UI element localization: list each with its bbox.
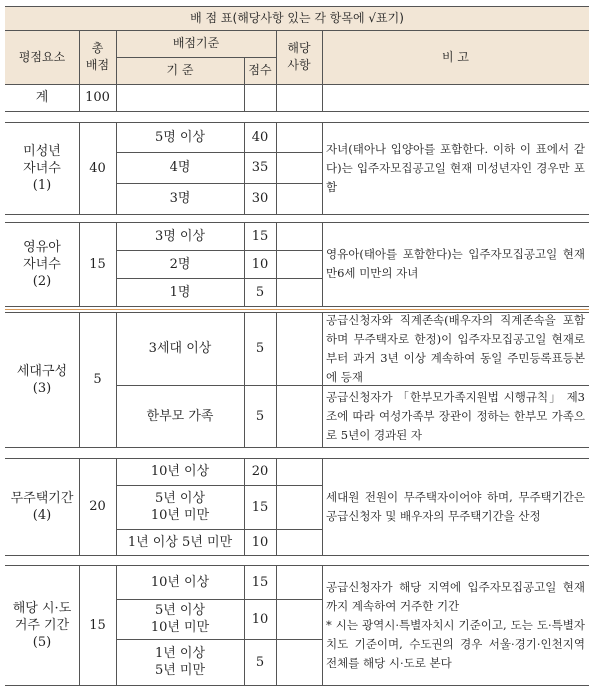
- applicable-checkbox-cell[interactable]: [276, 312, 322, 385]
- remarks-text: 공급신청자가 「한부모가족지원법 시행규칙」 제3조에 따라 여성가족부 장관이 정하는 한부모 가족으로 5년이 경과된 자: [326, 389, 585, 442]
- remarks-text: 자녀(태아나 입양아를 포함한다. 이하 이 표에서 같다)는 입주자모집공고일 현재 미성년자인 경우만 포함: [326, 141, 585, 194]
- header-applicable-line: 해당: [287, 41, 311, 55]
- score-cell: 15: [251, 228, 269, 244]
- header-applicable-line: 사항: [287, 58, 311, 72]
- category-line: 해당 시·도: [12, 600, 72, 616]
- remarks-cell: [322, 385, 589, 447]
- score-cell: 10: [251, 611, 269, 627]
- score-cell: 35: [251, 160, 269, 175]
- criteria-line: 3명 이상: [154, 228, 206, 244]
- applicable-checkbox-cell[interactable]: [276, 152, 322, 183]
- remarks-cell: [322, 222, 589, 306]
- criteria-cell: [116, 565, 244, 599]
- criteria-line: 3세대 이상: [148, 341, 212, 356]
- criteria-line: 5년 이상: [154, 603, 206, 618]
- category-line: 무주택기간: [10, 490, 74, 506]
- criteria-line: 10년 이상: [150, 464, 210, 479]
- remarks-cell: [322, 458, 589, 555]
- remarks-cell: [322, 312, 589, 385]
- criteria-cell: [116, 599, 244, 639]
- criteria-cell: [116, 529, 244, 555]
- total-score-cell: 15: [89, 256, 106, 272]
- category-cell: [5, 122, 79, 214]
- criteria-line: 10년 이상: [150, 574, 210, 590]
- applicable-checkbox-cell[interactable]: [276, 250, 322, 278]
- criteria-cell: [116, 122, 244, 152]
- total-score-cell: 15: [89, 617, 106, 633]
- category-line: 세대구성: [16, 363, 68, 379]
- applicable-checkbox-cell[interactable]: [276, 458, 322, 485]
- header-remarks: 비 고: [442, 49, 469, 64]
- category-line: (5): [32, 634, 52, 650]
- score-cell: 10: [251, 534, 269, 550]
- header-total-line: 총: [91, 41, 104, 55]
- applicable-checkbox-cell[interactable]: [276, 222, 322, 250]
- applicable-checkbox-cell[interactable]: [276, 599, 322, 639]
- criteria-cell: [116, 183, 244, 214]
- score-cell: 20: [251, 464, 269, 479]
- category-cell: [5, 458, 79, 555]
- criteria-cell: [116, 278, 244, 306]
- score-cell: 40: [251, 129, 269, 145]
- criteria-line: 5년 미만: [154, 663, 206, 678]
- applicable-checkbox-cell[interactable]: [276, 565, 322, 599]
- table-title: 배 점 표(해당사항 있는 각 항목에 √표기): [190, 10, 404, 25]
- category-line: (1): [32, 177, 52, 193]
- criteria-line: 1명: [169, 284, 191, 300]
- total-label: 계: [35, 90, 49, 105]
- applicable-checkbox-cell[interactable]: [276, 122, 322, 152]
- score-cell: 15: [251, 499, 269, 515]
- criteria-cell: [116, 639, 244, 685]
- category-cell: [5, 222, 79, 306]
- criteria-line: 2명: [169, 256, 191, 272]
- criteria-cell: [116, 222, 244, 250]
- criteria-line: 4명: [169, 160, 191, 175]
- score-cell: 5: [255, 284, 265, 300]
- criteria-line: 5년 이상: [154, 491, 206, 506]
- category-line: 자녀수: [23, 256, 61, 272]
- criteria-line: 한부모 가족: [146, 408, 214, 424]
- score-cell: 30: [251, 191, 269, 206]
- category-cell: [5, 312, 79, 447]
- header-criteria-group: 배점기준: [172, 36, 220, 50]
- criteria-line: 3명: [169, 191, 191, 206]
- criteria-cell: [116, 250, 244, 278]
- header-total: [79, 30, 116, 84]
- applicable-checkbox-cell[interactable]: [276, 385, 322, 447]
- criteria-line: 1년 이상 5년 미만: [127, 534, 233, 550]
- criteria-line: 10년 미만: [150, 508, 210, 523]
- header-total-line: 배점: [85, 58, 110, 72]
- remarks-cell: [322, 565, 589, 685]
- criteria-cell: [116, 385, 244, 447]
- header-criteria: 기 준: [166, 63, 194, 77]
- criteria-cell: [116, 485, 244, 529]
- remarks-text: * 시는 광역시·특별자치시 기준이고, 도는 도·특별자치도 기준이며, 수도권의 경우 서울·경기·인천지역 전체를 해당 시·도로 본다: [326, 617, 585, 670]
- category-cell: [5, 565, 79, 685]
- criteria-cell: [116, 152, 244, 183]
- criteria-cell: [116, 312, 244, 385]
- remarks-cell: [322, 122, 589, 214]
- total-value: 100: [85, 90, 110, 105]
- category-line: (3): [32, 380, 52, 396]
- score-cell: 10: [251, 256, 269, 272]
- category-line: (4): [32, 507, 52, 523]
- category-line: (2): [32, 273, 52, 289]
- header-score: 점수: [248, 63, 272, 77]
- score-cell: 5: [255, 654, 265, 670]
- criteria-cell: [116, 458, 244, 485]
- criteria-line: 1년 이상: [154, 646, 206, 661]
- criteria-line: 5명 이상: [154, 129, 206, 145]
- remarks-text: 공급신청자가 해당 지역에 입주자모집공고일 현재까지 계속하여 거주한 기간: [326, 579, 585, 613]
- category-line: 거주 기간: [14, 617, 70, 633]
- remarks-text: 공급신청자와 직계존속(배우자의 직계존속을 포함하며 무주택자로 한정)이 입주자모집공고일 현재로부터 과거 3년 이상 계속하여 동일 주민등록표등본에 등재: [326, 312, 585, 384]
- total-score-cell: 5: [93, 372, 102, 387]
- remarks-text: 세대원 전원이 무주택자이어야 하며, 무주택기간은 공급신청자 및 배우자의 무주택기간을 산정: [326, 489, 585, 523]
- applicable-checkbox-cell[interactable]: [276, 639, 322, 685]
- applicable-checkbox-cell[interactable]: [276, 278, 322, 306]
- category-line: 영유아: [23, 239, 61, 255]
- score-cell: 15: [251, 574, 269, 590]
- total-score-cell: 40: [89, 160, 106, 176]
- category-line: 자녀수: [23, 160, 61, 176]
- applicable-checkbox-cell[interactable]: [276, 183, 322, 214]
- header-category: 평점요소: [18, 49, 66, 64]
- criteria-line: 10년 미만: [150, 620, 210, 635]
- score-cell: 5: [255, 408, 265, 424]
- category-line: 미성년: [23, 143, 61, 159]
- header-applicable: [276, 30, 322, 84]
- total-score-cell: 20: [89, 499, 106, 514]
- applicable-checkbox-cell[interactable]: [276, 485, 322, 529]
- remarks-text: 영유아(태아를 포함한다)는 입주자모집공고일 현재 만6세 미만의 자녀: [326, 247, 585, 280]
- score-cell: 5: [255, 341, 265, 356]
- applicable-checkbox-cell[interactable]: [276, 529, 322, 555]
